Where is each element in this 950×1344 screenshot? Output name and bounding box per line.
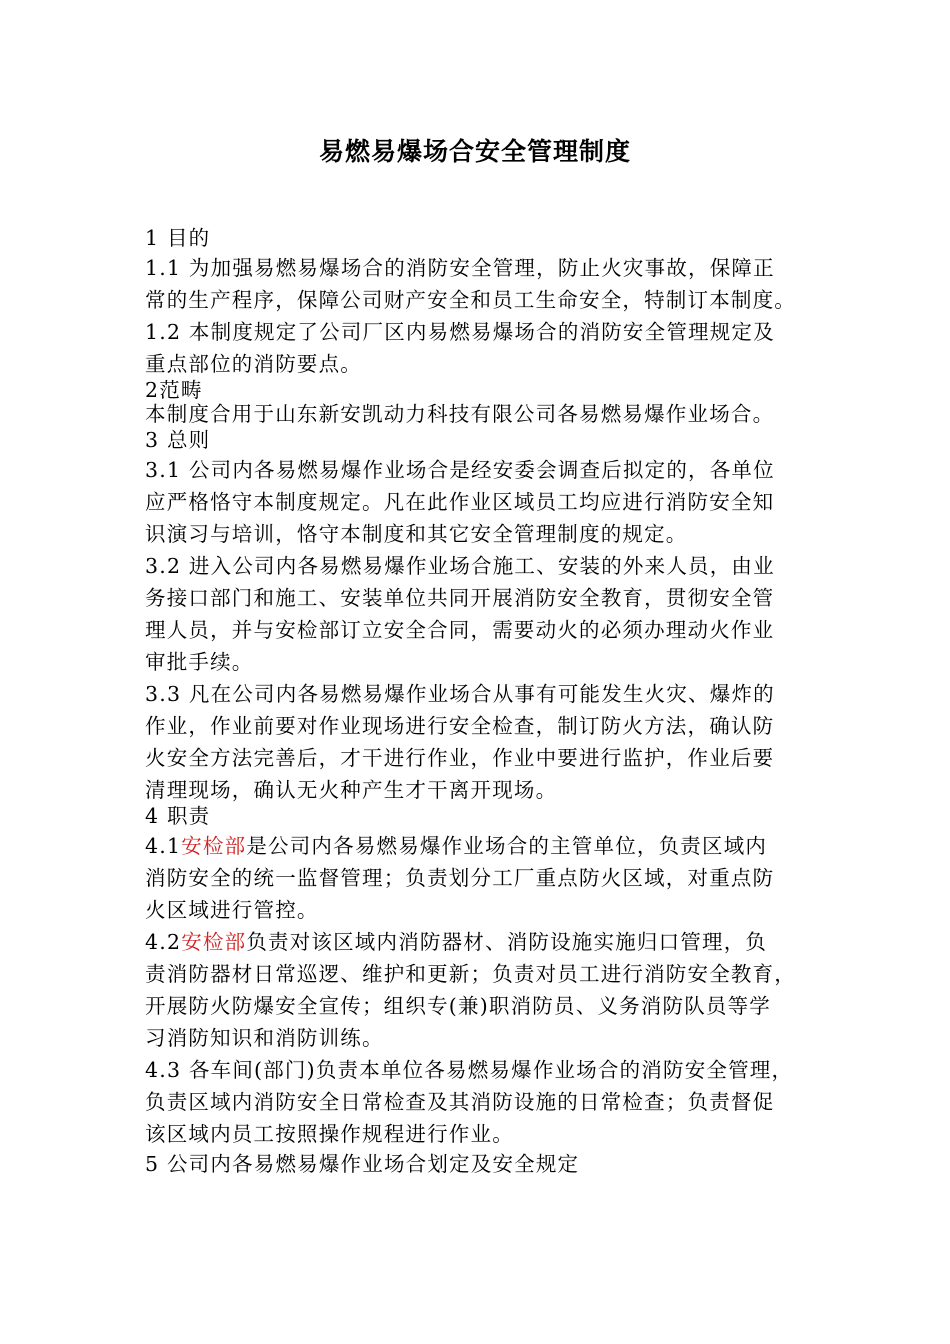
paragraph-line: 3.2 进入公司内各易燃易爆作业场合施工、安装的外来人员，由业 (145, 554, 775, 578)
paragraph-line: 审批手续。 (145, 650, 254, 674)
paragraph-line: 该区域内员工按照操作规程进行作业。 (145, 1122, 514, 1146)
paragraph-line: 开展防火防爆安全宣传；组织专(兼)职消防员、义务消防队员等学 (145, 994, 771, 1018)
paragraph-line: 本制度合用于山东新安凯动力科技有限公司各易燃易爆作业场合。 (145, 402, 775, 426)
paragraph-line: 1.1 为加强易燃易爆场合的消防安全管理，防止火灾事故，保障正 (145, 256, 775, 280)
paragraph-line: 识演习与培训，恪守本制度和其它安全管理制度的规定。 (145, 522, 688, 546)
section-heading: 1 目的 (145, 226, 211, 250)
paragraph-line: 重点部位的消防要点。 (145, 352, 362, 376)
clause-text: 是公司内各易燃易爆作业场合的主管单位，负责区域内 (246, 834, 768, 858)
paragraph-line (145, 836, 767, 857)
paragraph-line: 火安全方法完善后，才干进行作业，作业中要进行监护，作业后要 (145, 746, 775, 770)
paragraph-line: 责消防器材日常巡逻、维护和更新；负责对员工进行消防安全教育， (145, 962, 796, 986)
clause-text: 负责对该区域内消防器材、消防设施实施归口管理，负 (246, 930, 768, 954)
paragraph-line (145, 932, 767, 953)
paragraph-line: 常的生产程序，保障公司财产安全和员工生命安全，特制订本制度。 (145, 288, 796, 312)
paragraph-line: 清理现场，确认无火种产生才干离开现场。 (145, 778, 558, 802)
paragraph-line: 火区域进行管控。 (145, 898, 319, 922)
highlighted-term: 安检部 (181, 930, 247, 954)
paragraph-line: 1.2 本制度规定了公司厂区内易燃易爆场合的消防安全管理规定及 (145, 320, 775, 344)
paragraph-line: 务接口部门和施工、安装单位共同开展消防安全教育，贯彻安全管 (145, 586, 775, 610)
paragraph-line: 理人员，并与安检部订立安全合同，需要动火的必须办理动火作业 (145, 618, 775, 642)
paragraph-line: 3.3 凡在公司内各易燃易爆作业场合从事有可能发生火灾、爆炸的 (145, 682, 775, 706)
paragraph-line: 4.3 各车间(部门)负责本单位各易燃易爆作业场合的消防安全管理， (145, 1058, 794, 1082)
paragraph-line: 3.1 公司内各易燃易爆作业场合是经安委会调查后拟定的，各单位 (145, 458, 775, 482)
paragraph-line: 消防安全的统一监督管理；负责划分工厂重点防火区域，对重点防 (145, 866, 775, 890)
clause-number: 4.2 (145, 930, 182, 954)
document-title: 易燃易爆场合安全管理制度 (318, 137, 631, 166)
clause-number: 4.1 (145, 834, 182, 858)
highlighted-term: 安检部 (181, 834, 247, 858)
paragraph-line: 作业，作业前要对作业现场进行安全检查，制订防火方法，确认防 (145, 714, 775, 738)
section-heading: 5 公司内各易燃易爆作业场合划定及安全规定 (145, 1152, 580, 1176)
section-heading: 2范畴 (145, 378, 203, 402)
paragraph-line: 习消防知识和消防训练。 (145, 1026, 384, 1050)
section-heading: 4 职责 (145, 804, 211, 828)
section-heading: 3 总则 (145, 428, 211, 452)
paragraph-line: 应严格恪守本制度规定。凡在此作业区域员工均应进行消防安全知 (145, 490, 775, 514)
paragraph-line: 负责区域内消防安全日常检查及其消防设施的日常检查；负责督促 (145, 1090, 775, 1114)
